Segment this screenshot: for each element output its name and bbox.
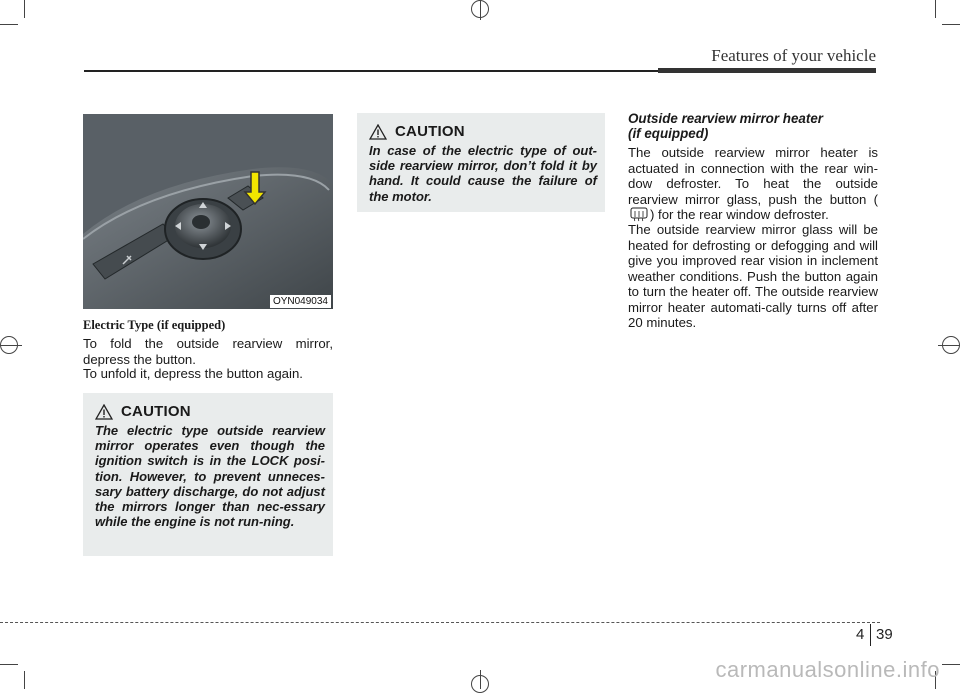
crop-mark	[0, 664, 18, 665]
crop-mark	[0, 345, 22, 346]
crop-mark	[942, 664, 960, 665]
caution-title: CAUTION	[395, 123, 465, 140]
mirror-switch-illustration	[83, 114, 333, 309]
heater-text-before-icon: The outside rearview mirror heater is actuated in connection with the rear win-dow defroster. To heat the outside rearview mirror glass, push the button (	[628, 145, 878, 207]
header-rule	[84, 70, 658, 72]
warning-triangle-icon	[95, 404, 113, 420]
crop-mark	[24, 671, 25, 689]
caution-box-fold	[357, 113, 605, 212]
rear-defroster-icon	[629, 207, 649, 222]
heater-heading	[628, 111, 878, 141]
warning-triangle-icon	[369, 124, 387, 140]
footer-rule	[0, 622, 880, 623]
heater-description: The outside rearview mirror glass will be heated for defrosting or defogging and will give you improved rear vision in inclement weather conditions. Push the button again to turn the heater off. The outside rearview mirror heater automati-cally turns off after 20 minutes.	[628, 222, 878, 330]
watermark: carmanualsonline.info	[715, 657, 940, 682]
page-number: 39	[876, 626, 893, 643]
crop-mark	[938, 345, 960, 346]
unfold-instruction: To unfold it, depress the button again.	[83, 366, 303, 381]
caution-box-battery	[83, 393, 333, 556]
mirror-switch-photo	[83, 114, 333, 309]
chapter-number: 4	[856, 626, 865, 643]
caution-body: In case of the electric type of out-side rearview mirror, don’t fold it by hand. It could cause the failure of the motor.	[369, 143, 597, 204]
electric-type-subhead: Electric Type (if equipped)	[83, 318, 226, 332]
photo-caption: OYN049034	[270, 295, 331, 308]
fold-instruction: To fold the outside rearview mirror, depress the button.	[83, 336, 333, 367]
crop-mark	[942, 24, 960, 25]
header-bar	[658, 68, 876, 73]
heater-heading-line2: (if equipped)	[628, 126, 709, 141]
header-title: Features of your vehicle	[711, 46, 876, 65]
heater-text-after-icon: ) for the rear window defroster.	[650, 207, 829, 222]
crop-mark	[480, 0, 481, 20]
crop-mark	[0, 24, 18, 25]
caution-title: CAUTION	[121, 403, 191, 420]
heater-heading-line1: Outside rearview mirror heater	[628, 111, 823, 126]
heater-instruction	[628, 145, 878, 223]
caution-body: The electric type outside rearview mirror operates even though the ignition switch is in the LOCK posi-tion. However, to prevent unneces-sary battery discharge, do not adjust the mirrors longer than nec-essary while the engine is not run-ning.	[95, 423, 325, 530]
page-number-divider	[870, 624, 871, 646]
crop-mark	[935, 0, 936, 18]
crop-mark	[24, 0, 25, 18]
crop-mark	[480, 670, 481, 689]
